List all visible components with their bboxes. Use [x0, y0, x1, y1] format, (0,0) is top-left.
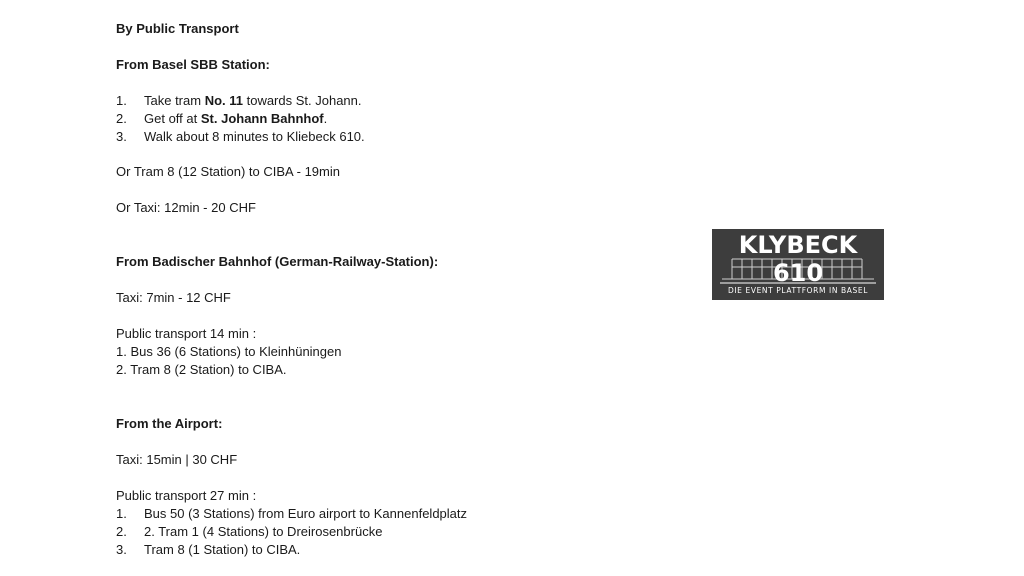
step-number: 1.: [116, 506, 127, 521]
step-number: 2.: [116, 524, 127, 539]
badischer-title: From Badischer Bahnhof (German-Railway-Station):: [116, 254, 439, 269]
section-heading: By Public Transport: [116, 21, 239, 36]
step-text: 2. Tram 1 (4 Stations) to Dreirosenbrücke: [144, 524, 383, 539]
badischer-public: Public transport 14 min :: [116, 326, 257, 341]
logo-subtitle: DIE EVENT PLATTFORM IN BASEL: [728, 286, 868, 295]
step-number: 3.: [116, 542, 127, 557]
step-number: 1.: [116, 93, 127, 108]
step-text: Bus 50 (3 Stations) from Euro airport to Kannenfeldplatz: [144, 506, 468, 521]
logo-title: KLYBECK 610: [738, 231, 858, 287]
step-number: 3.: [116, 129, 127, 144]
airport-taxi: Taxi: 15min | 30 CHF: [116, 452, 238, 467]
step-text: Tram 8 (1 Station) to CIBA.: [144, 542, 301, 557]
sbb-alt-tram: Or Tram 8 (12 Station) to CIBA - 19min: [116, 164, 340, 179]
step-text: Take tram No. 11 towards St. Johann.: [144, 93, 362, 108]
sbb-title: From Basel SBB Station:: [116, 57, 270, 72]
step-text: Walk about 8 minutes to Kliebeck 610.: [144, 129, 365, 144]
step-number: 2.: [116, 111, 127, 126]
airport-title: From the Airport:: [116, 416, 223, 431]
sbb-alt-taxi: Or Taxi: 12min - 20 CHF: [116, 200, 256, 215]
airport-public: Public transport 27 min :: [116, 488, 257, 503]
step-text: Get off at St. Johann Bahnhof.: [144, 111, 328, 126]
badischer-line-2: 2. Tram 8 (2 Station) to CIBA.: [116, 362, 287, 377]
badischer-line-1: 1. Bus 36 (6 Stations) to Kleinhüningen: [116, 344, 342, 359]
badischer-taxi: Taxi: 7min - 12 CHF: [116, 290, 231, 305]
klybeck-logo: [712, 229, 884, 300]
